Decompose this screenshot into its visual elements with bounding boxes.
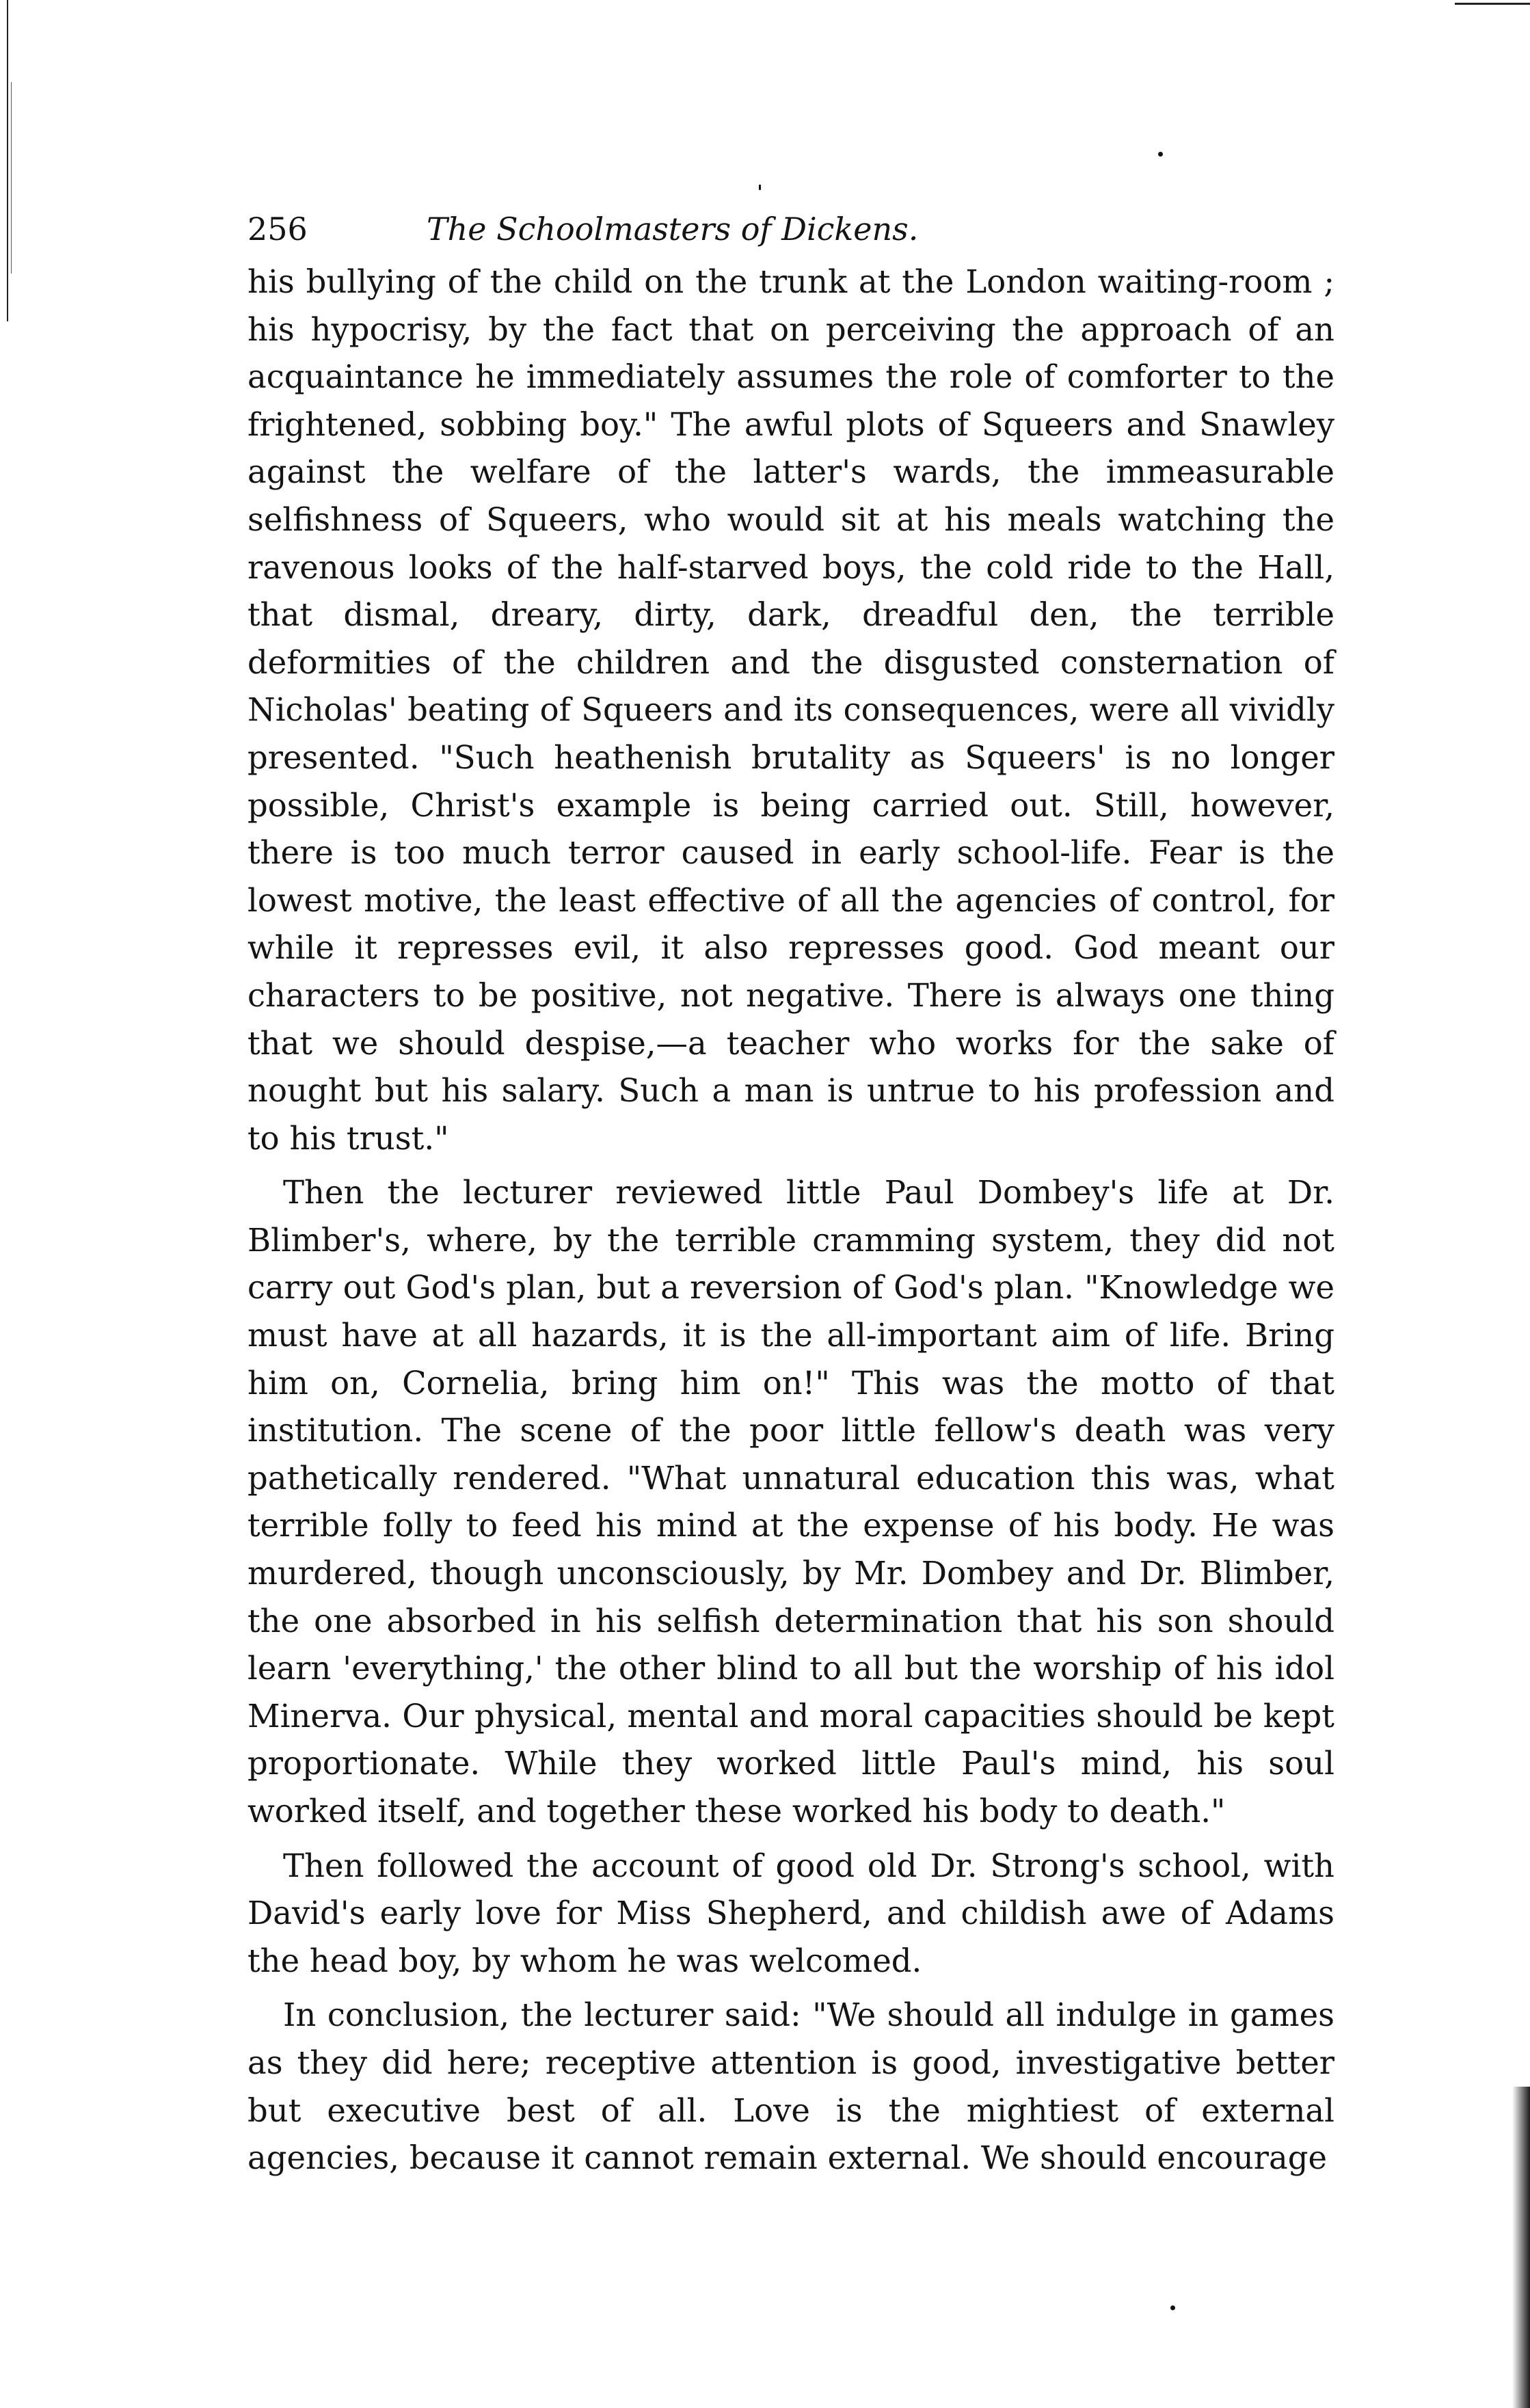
scan-speck [759, 185, 761, 190]
scan-left-binding-line [7, 0, 8, 321]
paragraph-dombey: Then the lecturer reviewed little Paul Dombey's life at Dr. Blimber's, where, by the terrible cramming system, they did not carry out God's plan, but a reversion of God's plan. "Knowledge we must have at all hazards, it is the all-important aim of life. Bring him on, Cornelia, bring him on!" This was the motto of that institution. The scene of the poor little fellow's death was very pathetically rendered. "What unnatural education this was, what terrible folly to feed his mind at the expense of his body. He was murdered, though unconsciously, by Mr. Dombey and Dr. Blimber, the one absorbed in his selfish determination that his son should learn 'everything,' the other blind to all but the worship of his idol Minerva. Our physical, mental and moral capacities should be kept proportionate. While they worked little Paul's mind, his soul worked itself, and together these worked his body to death." [247, 1174, 1334, 1830]
scan-top-right-mark [1455, 3, 1530, 5]
paragraph-strong: Then followed the account of good old Dr. Strong's school, with David's early love for Miss Shepherd, and childish awe of Adams the head boy, by whom he was welcomed. [247, 1847, 1334, 1979]
scan-page-edge-shadow [1512, 2087, 1530, 2408]
body-text [247, 258, 1334, 2182]
scan-speck [1170, 2305, 1175, 2310]
paragraph-conclusion: In conclusion, the lecturer said: "We should all indulge in games as they did here; receptive attention is good, investigative better but executive best of all. Love is the mightiest of external agencies, because it cannot remain external. We should encourage [247, 1996, 1334, 2177]
page-header [247, 211, 1314, 258]
paragraph-squeers: his bullying of the child on the trunk at the London waiting-room ; his hypocrisy, by the fact that on perceiving the approach of an acquaintance he immediately assumes the role of comforter to the frightened, sobbing boy." The awful plots of Squeers and Snawley against the welfare of the latter's wards, the immeasurable selfishness of Squeers, who would sit at his meals watching the ravenous looks of the half-starved boys, the cold ride to the Hall, that dismal, dreary, dirty, dark, dreadful den, the terrible deformities of the children and the disgusted consternation of Nicholas' beating of Squeers and its consequences, were all vividly presented. "Such heathenish brutality as Squeers' is no longer possible, Christ's example is being carried out. Still, however, there is too much terror caused in early school-life. Fear is the lowest motive, the least effective of all the agencies of control, for while it represses evil, it also represses good. God meant our characters to be positive, not negative. There is always one thing that we should despise,—a teacher who works for the sake of nought but his salary. Such a man is untrue to his profession and to his trust." [247, 263, 1334, 1157]
scan-left-binding-line-secondary [11, 82, 12, 273]
running-head: The Schoolmasters of Dickens. [427, 211, 919, 248]
page-number: 256 [247, 211, 308, 248]
scan-speck [1158, 152, 1163, 157]
